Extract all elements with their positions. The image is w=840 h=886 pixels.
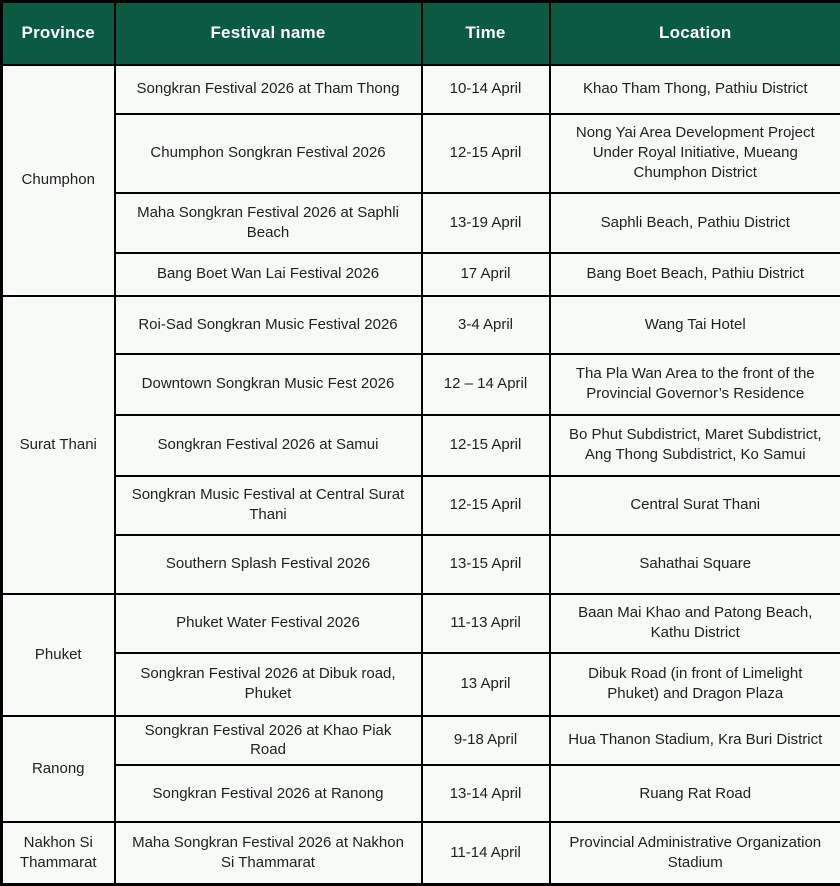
table-row <box>2 354 840 415</box>
time-cell: 17 April <box>422 253 550 296</box>
festival-name-cell: Roi-Sad Songkran Music Festival 2026 <box>115 296 422 354</box>
table-row <box>2 193 840 253</box>
location-cell: Bo Phut Subdistrict, Maret Subdistrict, Ang Thong Subdistrict, Ko Samui <box>550 415 840 476</box>
table-row <box>2 594 840 653</box>
festival-name-cell: Songkran Festival 2026 at Ranong <box>115 765 422 822</box>
table-row <box>2 415 840 476</box>
festival-name-cell: Songkran Festival 2026 at Khao Piak Road <box>115 716 422 766</box>
festival-name-cell: Bang Boet Wan Lai Festival 2026 <box>115 253 422 296</box>
time-cell: 13-14 April <box>422 765 550 822</box>
location-cell: Provincial Administrative Organization Stadium <box>550 822 840 884</box>
table-row <box>2 822 840 884</box>
festival-name-cell: Downtown Songkran Music Fest 2026 <box>115 354 422 415</box>
time-cell: 12-15 April <box>422 415 550 476</box>
table-header <box>2 2 840 65</box>
province-cell: Chumphon <box>2 65 115 296</box>
festival-name-cell: Maha Songkran Festival 2026 at Nakhon Si Thammarat <box>115 822 422 884</box>
table-row <box>2 653 840 716</box>
time-cell: 9-18 April <box>422 716 550 766</box>
time-cell: 13-15 April <box>422 535 550 594</box>
time-cell: 13 April <box>422 653 550 716</box>
table-row <box>2 535 840 594</box>
festival-name-cell: Songkran Festival 2026 at Samui <box>115 415 422 476</box>
province-cell: Nakhon Si Thammarat <box>2 822 115 884</box>
location-cell: Saphli Beach, Pathiu District <box>550 193 840 253</box>
column-header-location: Location <box>550 2 840 65</box>
column-header-province: Province <box>2 2 115 65</box>
festival-name-cell: Songkran Festival 2026 at Tham Thong <box>115 65 422 114</box>
location-cell: Sahathai Square <box>550 535 840 594</box>
table-row <box>2 65 840 114</box>
time-cell: 12 – 14 April <box>422 354 550 415</box>
table-row <box>2 296 840 354</box>
time-cell: 12-15 April <box>422 114 550 193</box>
location-cell: Baan Mai Khao and Patong Beach, Kathu District <box>550 594 840 653</box>
location-cell: Tha Pla Wan Area to the front of the Provincial Governor’s Residence <box>550 354 840 415</box>
table-row <box>2 114 840 193</box>
time-cell: 11-13 April <box>422 594 550 653</box>
festival-name-cell: Phuket Water Festival 2026 <box>115 594 422 653</box>
location-cell: Bang Boet Beach, Pathiu District <box>550 253 840 296</box>
location-cell: Ruang Rat Road <box>550 765 840 822</box>
festival-name-cell: Songkran Festival 2026 at Dibuk road, Phuket <box>115 653 422 716</box>
column-header-time: Time <box>422 2 550 65</box>
location-cell: Nong Yai Area Development Project Under Royal Initiative, Mueang Chumphon District <box>550 114 840 193</box>
province-cell: Ranong <box>2 716 115 823</box>
table-body <box>2 65 840 885</box>
location-cell: Dibuk Road (in front of Limelight Phuket) and Dragon Plaza <box>550 653 840 716</box>
table-row <box>2 253 840 296</box>
table-row <box>2 716 840 766</box>
time-cell: 3-4 April <box>422 296 550 354</box>
location-cell: Khao Tham Thong, Pathiu District <box>550 65 840 114</box>
header-row <box>2 2 840 65</box>
festival-name-cell: Southern Splash Festival 2026 <box>115 535 422 594</box>
time-cell: 12-15 April <box>422 476 550 535</box>
table-row <box>2 476 840 535</box>
festival-name-cell: Songkran Music Festival at Central Surat Thani <box>115 476 422 535</box>
location-cell: Hua Thanon Stadium, Kra Buri District <box>550 716 840 766</box>
province-cell: Surat Thani <box>2 296 115 594</box>
time-cell: 10-14 April <box>422 65 550 114</box>
province-cell: Phuket <box>2 594 115 716</box>
festival-name-cell: Chumphon Songkran Festival 2026 <box>115 114 422 193</box>
time-cell: 13-19 April <box>422 193 550 253</box>
table-row <box>2 765 840 822</box>
location-cell: Wang Tai Hotel <box>550 296 840 354</box>
location-cell: Central Surat Thani <box>550 476 840 535</box>
time-cell: 11-14 April <box>422 822 550 884</box>
festival-name-cell: Maha Songkran Festival 2026 at Saphli Beach <box>115 193 422 253</box>
column-header-festival-name: Festival name <box>115 2 422 65</box>
